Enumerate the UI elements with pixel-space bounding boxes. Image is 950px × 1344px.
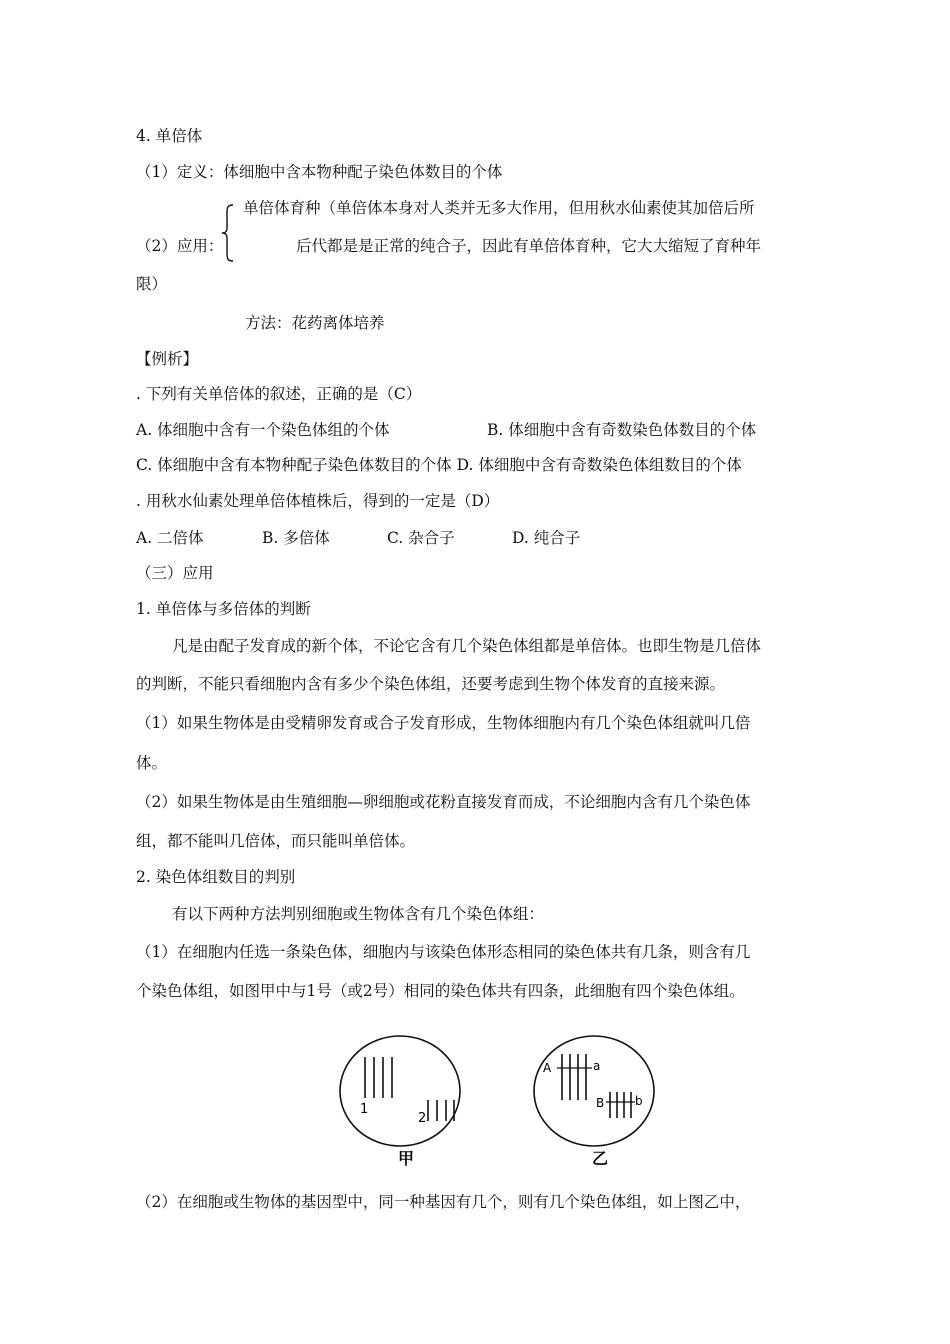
cell-yi-label: 乙 — [592, 1149, 609, 1168]
l18: （1）如果生物体是由受精卵发育或合子发育形成，生物体细胞内有几个染色体组就叫几倍 — [136, 714, 751, 732]
num-1-label: 1 — [360, 1102, 369, 1117]
l20: （2）如果生物体是由生殖细胞—卵细胞或花粉直接发育而成，不论细胞内含有几个染色体 — [136, 793, 751, 811]
l7: 方法：花药离体培养 — [245, 314, 385, 332]
l3: 单倍体育种（单倍体本身对人类并无多大作用，但用秋水仙素使其加倍后所 — [243, 199, 755, 217]
l13a: A. 二倍体 — [136, 529, 204, 547]
l5: 后代都是是正常的纯合子，因此有单倍体育种，它大大缩短了育种年 — [296, 237, 762, 255]
l9: . 下列有关单倍体的叙述，正确的是（C） — [136, 385, 422, 403]
l17: 的判断，不能只看细胞内含有多少个染色体组，还要考虑到生物个体发育的直接来源。 — [136, 675, 726, 693]
l21: 组，都不能叫几倍体，而只能叫单倍体。 — [136, 832, 416, 850]
l26: （2）在细胞或生物体的基因型中，同一种基因有几个，则有几个染色体组，如上图乙中， — [136, 1193, 751, 1211]
l13d: D. 纯合子 — [512, 529, 581, 547]
l13b: B. 多倍体 — [262, 529, 330, 547]
gene-b-label: b — [635, 1094, 643, 1108]
l4: （2）应用： — [136, 237, 224, 255]
l23: 有以下两种方法判别细胞或生物体含有几个染色体组： — [172, 905, 545, 923]
l10b: B. 体细胞中含有奇数染色体数目的个体 — [487, 421, 757, 439]
l16: 凡是由配子发育成的新个体，不论它含有几个染色体组都是单倍体。也即生物是几倍体 — [172, 637, 762, 655]
l6: 限） — [136, 275, 168, 293]
gene-B-label: B — [596, 1096, 605, 1110]
l11: C. 体细胞中含有本物种配子染色体数目的个体 D. 体细胞中含有奇数染色体组数目的个体 — [136, 456, 742, 474]
l8: 【例析】 — [136, 350, 199, 368]
l1: 4. 单倍体 — [136, 127, 203, 145]
cell-jia-chromosomes-2 — [428, 1100, 454, 1121]
l25: 个染色体组，如图甲中与1号（或2号）相同的染色体共有四条，此细胞有四个染色体组。 — [136, 982, 745, 1000]
cell-jia-chromosomes-1 — [365, 1057, 392, 1098]
cell-yi-chromosomes-A — [557, 1054, 592, 1100]
l10a: A. 体细胞中含有一个染色体组的个体 — [136, 421, 390, 439]
l2: （1）定义：体细胞中含本物种配子染色体数目的个体 — [136, 163, 503, 181]
gene-A-label: A — [543, 1061, 552, 1075]
cell-jia-outline — [340, 1036, 460, 1146]
l12: . 用秋水仙素处理单倍体植株后，得到的一定是（D） — [136, 492, 500, 510]
cell-yi-chromosomes-B — [606, 1092, 635, 1118]
l22: 2. 染色体组数目的判别 — [136, 868, 296, 886]
chromosome-figure — [330, 1020, 690, 1180]
gene-a-label: a — [593, 1059, 601, 1073]
num-2-label: 2 — [418, 1111, 427, 1126]
l13c: C. 杂合子 — [387, 529, 455, 547]
l24: （1）在细胞内任选一条染色体，细胞内与该染色体形态相同的染色体共有几条，则含有几 — [136, 943, 751, 961]
l19: 体。 — [136, 754, 168, 772]
cell-jia-label: 甲 — [398, 1149, 415, 1168]
cell-yi-outline — [534, 1036, 654, 1146]
l14: （三）应用 — [136, 564, 214, 582]
l15: 1. 单倍体与多倍体的判断 — [136, 600, 311, 618]
